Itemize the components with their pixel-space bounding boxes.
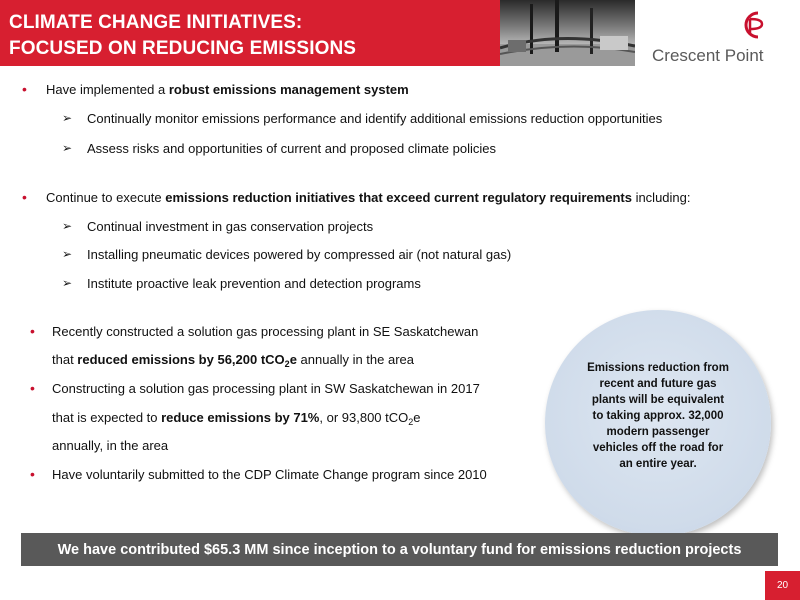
arrow-bullet-icon: ➢: [62, 111, 73, 125]
section3-bullet1-line2: that reduced emissions by 56,200 tCO$_2$e annually in the area: [52, 352, 415, 369]
section2-bullet: Continue to execute emissions reduction initiatives that exceed current regulatory requirements including:: [46, 190, 691, 205]
section2-sub-3: Institute proactive leak prevention and detection programs: [87, 276, 421, 291]
section1-sub-1: Continually monitor emissions performance and identify additional emissions reduction opportunities: [87, 111, 663, 126]
company-logo: [640, 0, 800, 70]
section1-bullet: Have implemented a robust emissions management system: [46, 82, 409, 97]
page-title-line2: FOCUSED ON REDUCING EMISSIONS: [9, 38, 357, 59]
section3-bullet1-line1: Recently constructed a solution gas processing plant in SE Saskatchewan: [52, 324, 479, 339]
section3-bullet2-line3: annually, in the area: [52, 438, 169, 453]
page-number: [765, 571, 800, 600]
section2-sub-1: Continual investment in gas conservation projects: [87, 219, 374, 234]
section3-bullet2-line1: Constructing a solution gas processing plant in SW Saskatchewan in 2017: [52, 381, 480, 396]
header-photo: [500, 0, 635, 66]
bullet-icon: •: [30, 466, 35, 482]
bullet-icon: •: [30, 323, 35, 339]
callout-text: Emissions reduction from recent and future gas plants will be equivalent to taking approx. 32,000 modern passenger vehicles off the road for an entire year.: [587, 362, 729, 470]
title-bar: [0, 0, 500, 66]
footer-banner: [21, 533, 778, 566]
arrow-bullet-icon: ➢: [62, 219, 73, 233]
industrial-facility-photo: [500, 0, 635, 66]
bullet-icon: •: [22, 189, 27, 205]
footer-banner-text: We have contributed $65.3 MM since inception to a voluntary fund for emissions reduction projects: [57, 541, 742, 558]
bullet-icon: •: [22, 81, 27, 97]
page-title-line1: CLIMATE CHANGE INITIATIVES:: [9, 12, 303, 33]
page-number-text: 20: [776, 580, 789, 591]
arrow-bullet-icon: ➢: [62, 141, 73, 155]
company-name: Crescent Point: [652, 46, 764, 65]
section2-sub-2: Installing pneumatic devices powered by compressed air (not natural gas): [87, 247, 512, 262]
section3-bullet2-line2: that is expected to reduce emissions by 71%, or 93,800 tCO$_2$e: [52, 410, 421, 427]
arrow-bullet-icon: ➢: [62, 247, 73, 261]
bullet-icon: •: [30, 380, 35, 396]
crescent-point-logo-icon: [740, 10, 766, 40]
section3-bullet3: Have voluntarily submitted to the CDP Climate Change program since 2010: [52, 467, 487, 482]
arrow-bullet-icon: ➢: [62, 276, 73, 290]
section1-sub-2: Assess risks and opportunities of current and proposed climate policies: [87, 141, 496, 156]
